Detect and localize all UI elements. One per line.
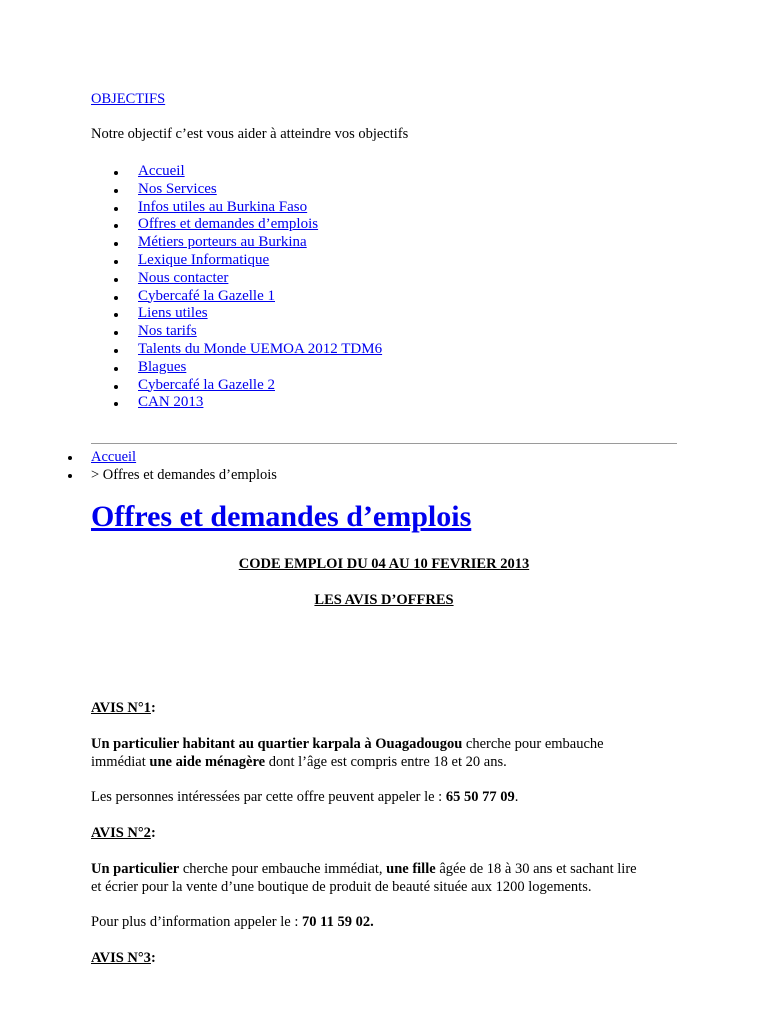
nav-link-gazelle-2[interactable]: Cybercafé la Gazelle 2 <box>138 376 275 393</box>
nav-link-liens-utiles[interactable]: Liens utiles <box>138 305 208 322</box>
nav-link-lexique[interactable]: Lexique Informatique <box>138 251 270 268</box>
tagline: Notre objectif c’est vous aider à atteindre vos objectifs <box>91 126 409 142</box>
avis-1-employer: Un particulier habitant au quartier karpala à Ouagadougou <box>91 736 463 752</box>
page-title <box>91 500 471 534</box>
avis-2-colon: : <box>150 825 156 841</box>
nav-link-nos-services[interactable]: Nos Services <box>138 180 217 197</box>
avis-1-heading <box>91 699 681 717</box>
breadcrumb-item <box>68 448 277 466</box>
breadcrumb-current: > Offres et demandes d’emplois <box>91 467 277 483</box>
avis-1-description <box>91 735 681 771</box>
nav-item <box>114 359 382 377</box>
nav-item <box>114 305 382 323</box>
avis-1-text: cherche pour embauche <box>462 736 604 752</box>
avis-1-contact <box>91 788 681 806</box>
avis-2-position: une fille <box>386 861 436 877</box>
avis-1-title: AVIS N°1 <box>91 700 151 716</box>
breadcrumb-item <box>68 466 277 484</box>
avis-1-contact-text: Les personnes intéressées par cette offre peuvent appeler le : <box>91 789 446 805</box>
avis-2-title: AVIS N°2 <box>91 825 151 841</box>
avis-2-phone: 70 11 59 02. <box>302 914 374 930</box>
nav-link-tarifs[interactable]: Nos tarifs <box>138 323 197 340</box>
nav-item <box>114 341 382 359</box>
nav-link-blagues[interactable]: Blagues <box>138 358 187 375</box>
nav-link-gazelle-1[interactable]: Cybercafé la Gazelle 1 <box>138 287 275 304</box>
avis-2-heading <box>91 824 681 842</box>
breadcrumb <box>68 448 277 484</box>
nav-link-accueil[interactable]: Accueil <box>138 163 185 179</box>
avis-3-heading <box>91 949 681 967</box>
nav-item <box>114 270 382 288</box>
avis-1-text: dont l’âge est compris entre 18 et 20 ans. <box>265 754 507 770</box>
nav-link-contact[interactable]: Nous contacter <box>138 269 229 286</box>
avis-2-text: cherche pour embauche immédiat, <box>179 861 387 877</box>
avis-3-colon: : <box>150 950 156 966</box>
nav-link-talents[interactable]: Talents du Monde UEMOA 2012 TDM6 <box>138 340 383 357</box>
nav-item <box>114 216 382 234</box>
avis-1-text: immédiat <box>91 754 150 770</box>
nav-item <box>114 252 382 270</box>
nav-link-can-2013[interactable]: CAN 2013 <box>138 394 204 411</box>
breadcrumb-home-link[interactable]: Accueil <box>91 449 137 465</box>
avis-1-colon: : <box>150 700 156 716</box>
nav-item <box>114 199 382 217</box>
main-nav <box>114 163 382 412</box>
objectifs-link[interactable]: OBJECTIFS <box>91 91 166 107</box>
nav-link-infos-utiles[interactable]: Infos utiles au Burkina Faso <box>138 198 308 215</box>
page-title-link[interactable]: Offres et demandes d’emplois <box>91 500 472 533</box>
avis-2-text: âgée de 18 à 30 ans et sachant lire <box>435 861 637 877</box>
nav-item <box>114 377 382 395</box>
code-emploi-heading: CODE EMPLOI DU 04 AU 10 FEVRIER 2013 <box>238 556 530 572</box>
nav-link-offres-emplois[interactable]: Offres et demandes d’emplois <box>138 216 319 233</box>
avis-2-contact-text: Pour plus d’information appeler le : <box>91 914 303 930</box>
avis-1-position: une aide ménagère <box>149 754 266 770</box>
avis-2-contact <box>91 913 681 931</box>
nav-item <box>114 234 382 252</box>
avis-1-contact-end: . <box>514 789 519 805</box>
nav-item <box>114 323 382 341</box>
avis-3-title: AVIS N°3 <box>91 950 151 966</box>
nav-item <box>114 181 382 199</box>
nav-link-metiers[interactable]: Métiers porteurs au Burkina <box>138 234 307 251</box>
avis-1-phone: 65 50 77 09 <box>445 789 515 805</box>
nav-item <box>114 394 382 412</box>
avis-2-employer: Un particulier <box>91 861 180 877</box>
nav-item <box>114 163 382 181</box>
avis-2-description <box>91 860 681 896</box>
divider <box>91 443 677 444</box>
nav-item <box>114 288 382 306</box>
avis-offres-heading: LES AVIS D’OFFRES <box>314 592 454 608</box>
avis-2-text: et écrier pour la vente d’une boutique de produit de beauté située aux 1200 logements. <box>91 879 592 895</box>
